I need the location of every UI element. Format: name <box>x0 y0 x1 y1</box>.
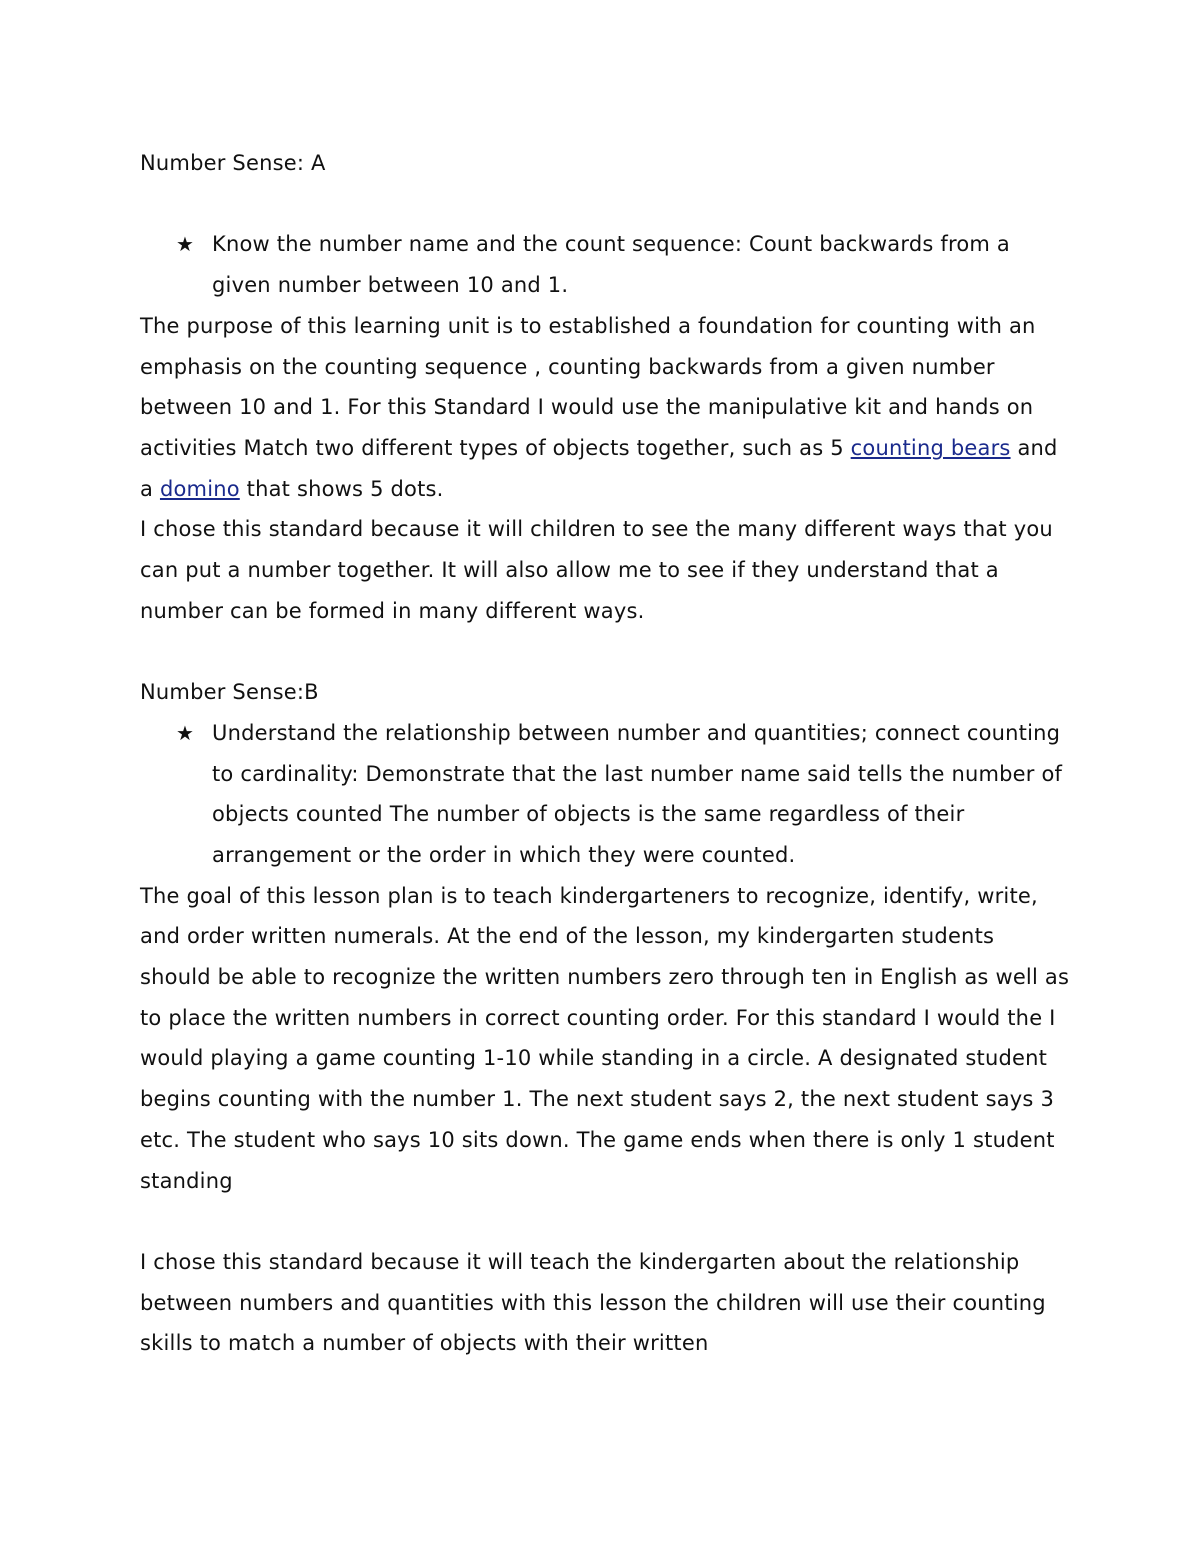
star-bullet-icon: ★ <box>176 232 195 257</box>
spacer <box>140 184 1070 225</box>
section-b-goal-paragraph: The goal of this lesson plan is to teach kindergarteners to recognize, identify, write, and order written numerals. At the end of the lesson, my kindergarten students should be able to recognize the written numbers zero through ten in English as well as to place the written numbers in correct counting order. For this standard I would the I would playing a game counting 1-10 while standing in a circle. A designated student begins counting with the number 1. The next student says 2, the next student says 3 etc. The student who says 10 sits down. The game ends when there is only 1 student standing <box>140 883 1070 1193</box>
spacer <box>140 631 1070 672</box>
section-a-reason-paragraph: I chose this standard because it will children to see the many different ways that you can put a number together. It will also allow me to see if they understand that a number can be formed in many different ways. <box>140 517 1053 623</box>
domino-link[interactable]: domino <box>159 476 240 501</box>
document-body <box>140 143 1070 1364</box>
section-a-purpose-paragraph <box>140 306 1070 510</box>
section-a-bullet-text: Know the number name and the count sequence: Count backwards from a given number between 10 and 1. <box>212 232 1010 298</box>
section-b-bullet <box>140 713 1070 876</box>
paragraph-text: The purpose of this learning unit is to established a foundation for counting with an emphasis on the counting sequence , counting backwards from a given number between 10 and 1. For this Standard I would use the manipulative kit and hands on activities Match two different types of objects together, such as 5 <box>140 313 1036 460</box>
section-b-bullet-text: Understand the relationship between number and quantities; connect counting to cardinality: Demonstrate that the last number name said tells the number of objects counted The number of objects is the same regardless of their arrangement or the order in which they were counted. <box>212 720 1063 867</box>
paragraph-text: and a <box>140 435 1058 501</box>
section-b-reason-paragraph: I chose this standard because it will teach the kindergarten about the relationship between numbers and quantities with this lesson the children will use their counting skills to match a number of objects with their written <box>140 1249 1046 1356</box>
counting-bears-link[interactable]: counting bears <box>850 435 1011 460</box>
star-bullet-icon: ★ <box>176 720 195 745</box>
spacer <box>140 1201 1070 1242</box>
section-a-bullet <box>140 224 1070 305</box>
section-a-heading: Number Sense: A <box>140 151 326 175</box>
section-b-heading: Number Sense:B <box>140 680 319 705</box>
paragraph-text: that shows 5 dots. <box>239 476 444 501</box>
